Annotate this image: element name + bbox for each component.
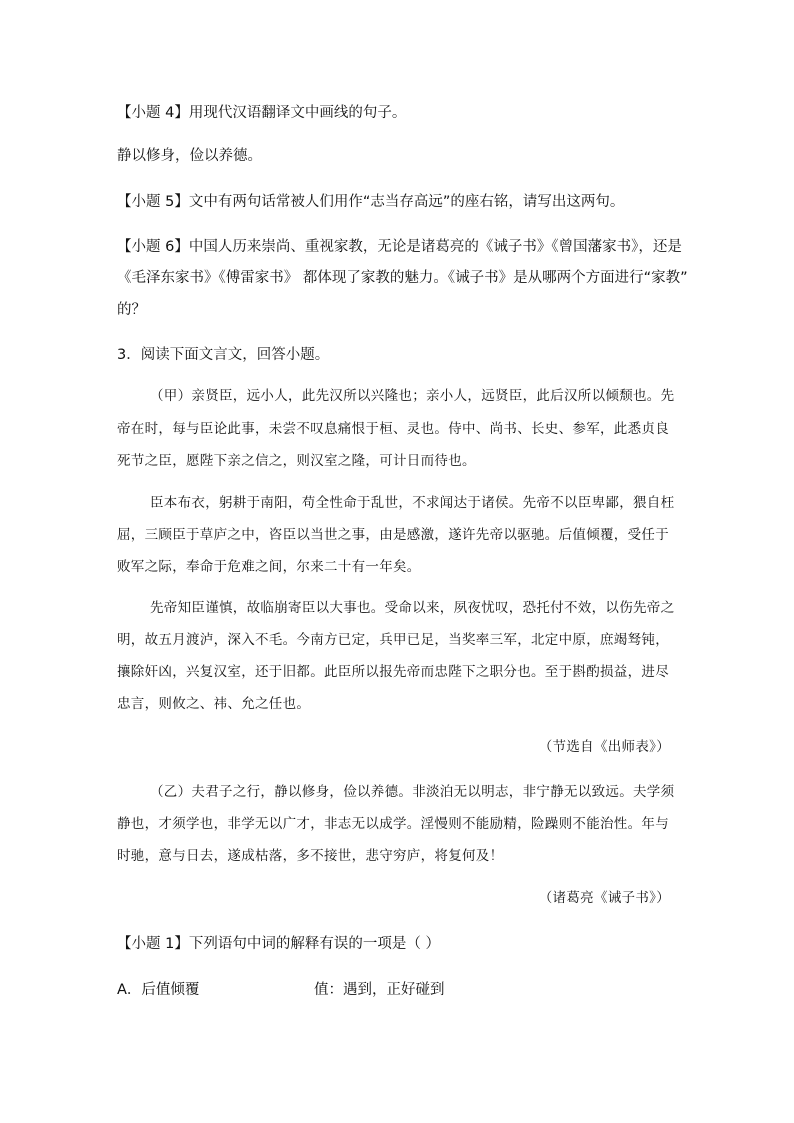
passage-jia-line: 明，故五月渡泸，深入不毛。今南方已定，兵甲已足，当奖率三军，北定中原，庶竭驽钝， bbox=[117, 632, 669, 648]
question-5: 【小题 5】文中有两句话常被人们用作“志当存高远”的座右铭，请写出这两句。 bbox=[117, 194, 625, 210]
passage-jia-line: 屈，三顾臣于草庐之中，咨臣以当世之事，由是感激，遂许先帝以驱驰。后值倾覆，受任于 bbox=[117, 527, 669, 543]
section-3-heading: 3．阅读下面文言文，回答小题。 bbox=[117, 347, 330, 363]
question-4-answer: 静以修身，俭以养德。 bbox=[117, 148, 262, 164]
question-6-line-1: 【小题 6】中国人历来崇尚、重视家教，无论是诸葛亮的《诫子书》《曾国藩家书》，还是 bbox=[117, 239, 682, 255]
passage-jia-line: 帝在时，每与臣论此事，未尝不叹息痛恨于桓、灵也。侍中、尚书、长史、参军，此悉贞良 bbox=[117, 421, 669, 437]
option-a bbox=[117, 983, 677, 998]
passage-jia-line: 死节之臣，愿陛下亲之信之，则汉室之隆，可计日而待也。 bbox=[117, 453, 476, 469]
passage-jia-line: （甲）亲贤臣，远小人，此先汉所以兴隆也；亲小人，远贤臣，此后汉所以倾颓也。先 bbox=[150, 388, 675, 404]
passage-yi-line: 静也，才须学也，非学无以广才，非志无以成学。淫慢则不能励精，险躁则不能治性。年与 bbox=[117, 816, 669, 832]
question-4: 【小题 4】用现代汉语翻译文中画线的句子。 bbox=[117, 105, 407, 121]
question-6-line-2: 《毛泽东家书》《傅雷家书》 都体现了家教的魅力。《诫子书》是从哪两个方面进行“家教” bbox=[117, 270, 688, 286]
passage-jia-line: 忠言，则攸之、祎、允之任也。 bbox=[117, 696, 311, 712]
passage-jia-line: 臣本布衣，躬耕于南阳，苟全性命于乱世，不求闻达于诸侯。先帝不以臣卑鄙，猥自枉 bbox=[150, 495, 675, 511]
question-1: 【小题 1】下列语句中词的解释有误的一项是（ ） bbox=[117, 936, 440, 952]
passage-jia-line: 先帝知臣谨慎，故临崩寄臣以大事也。受命以来，夙夜忧叹，恐托付不效，以伤先帝之 bbox=[150, 600, 675, 616]
option-a-text: A．后值倾覆 bbox=[117, 982, 200, 998]
passage-jia-source: （节选自《出师表》） bbox=[538, 739, 670, 755]
passage-yi-line: （乙）夫君子之行，静以修身，俭以养德。非淡泊无以明志，非宁静无以致远。夫学须 bbox=[150, 784, 675, 800]
passage-jia-line: 攘除奸凶，兴复汉室，还于旧都。此臣所以报先帝而忠陛下之职分也。至于斟酌损益，进尽 bbox=[117, 664, 669, 680]
question-6-line-3: 的？ bbox=[117, 302, 146, 318]
passage-yi-source: （诸葛亮《诫子书》） bbox=[538, 890, 670, 906]
passage-yi-line: 时驰，意与日去，遂成枯落，多不接世，悲守穷庐，将复何及！ bbox=[117, 848, 504, 864]
passage-jia-line: 败军之际，奉命于危难之间，尔来二十有一年矣。 bbox=[117, 559, 421, 575]
option-a-value: 值：遇到，正好碰到 bbox=[314, 982, 445, 998]
